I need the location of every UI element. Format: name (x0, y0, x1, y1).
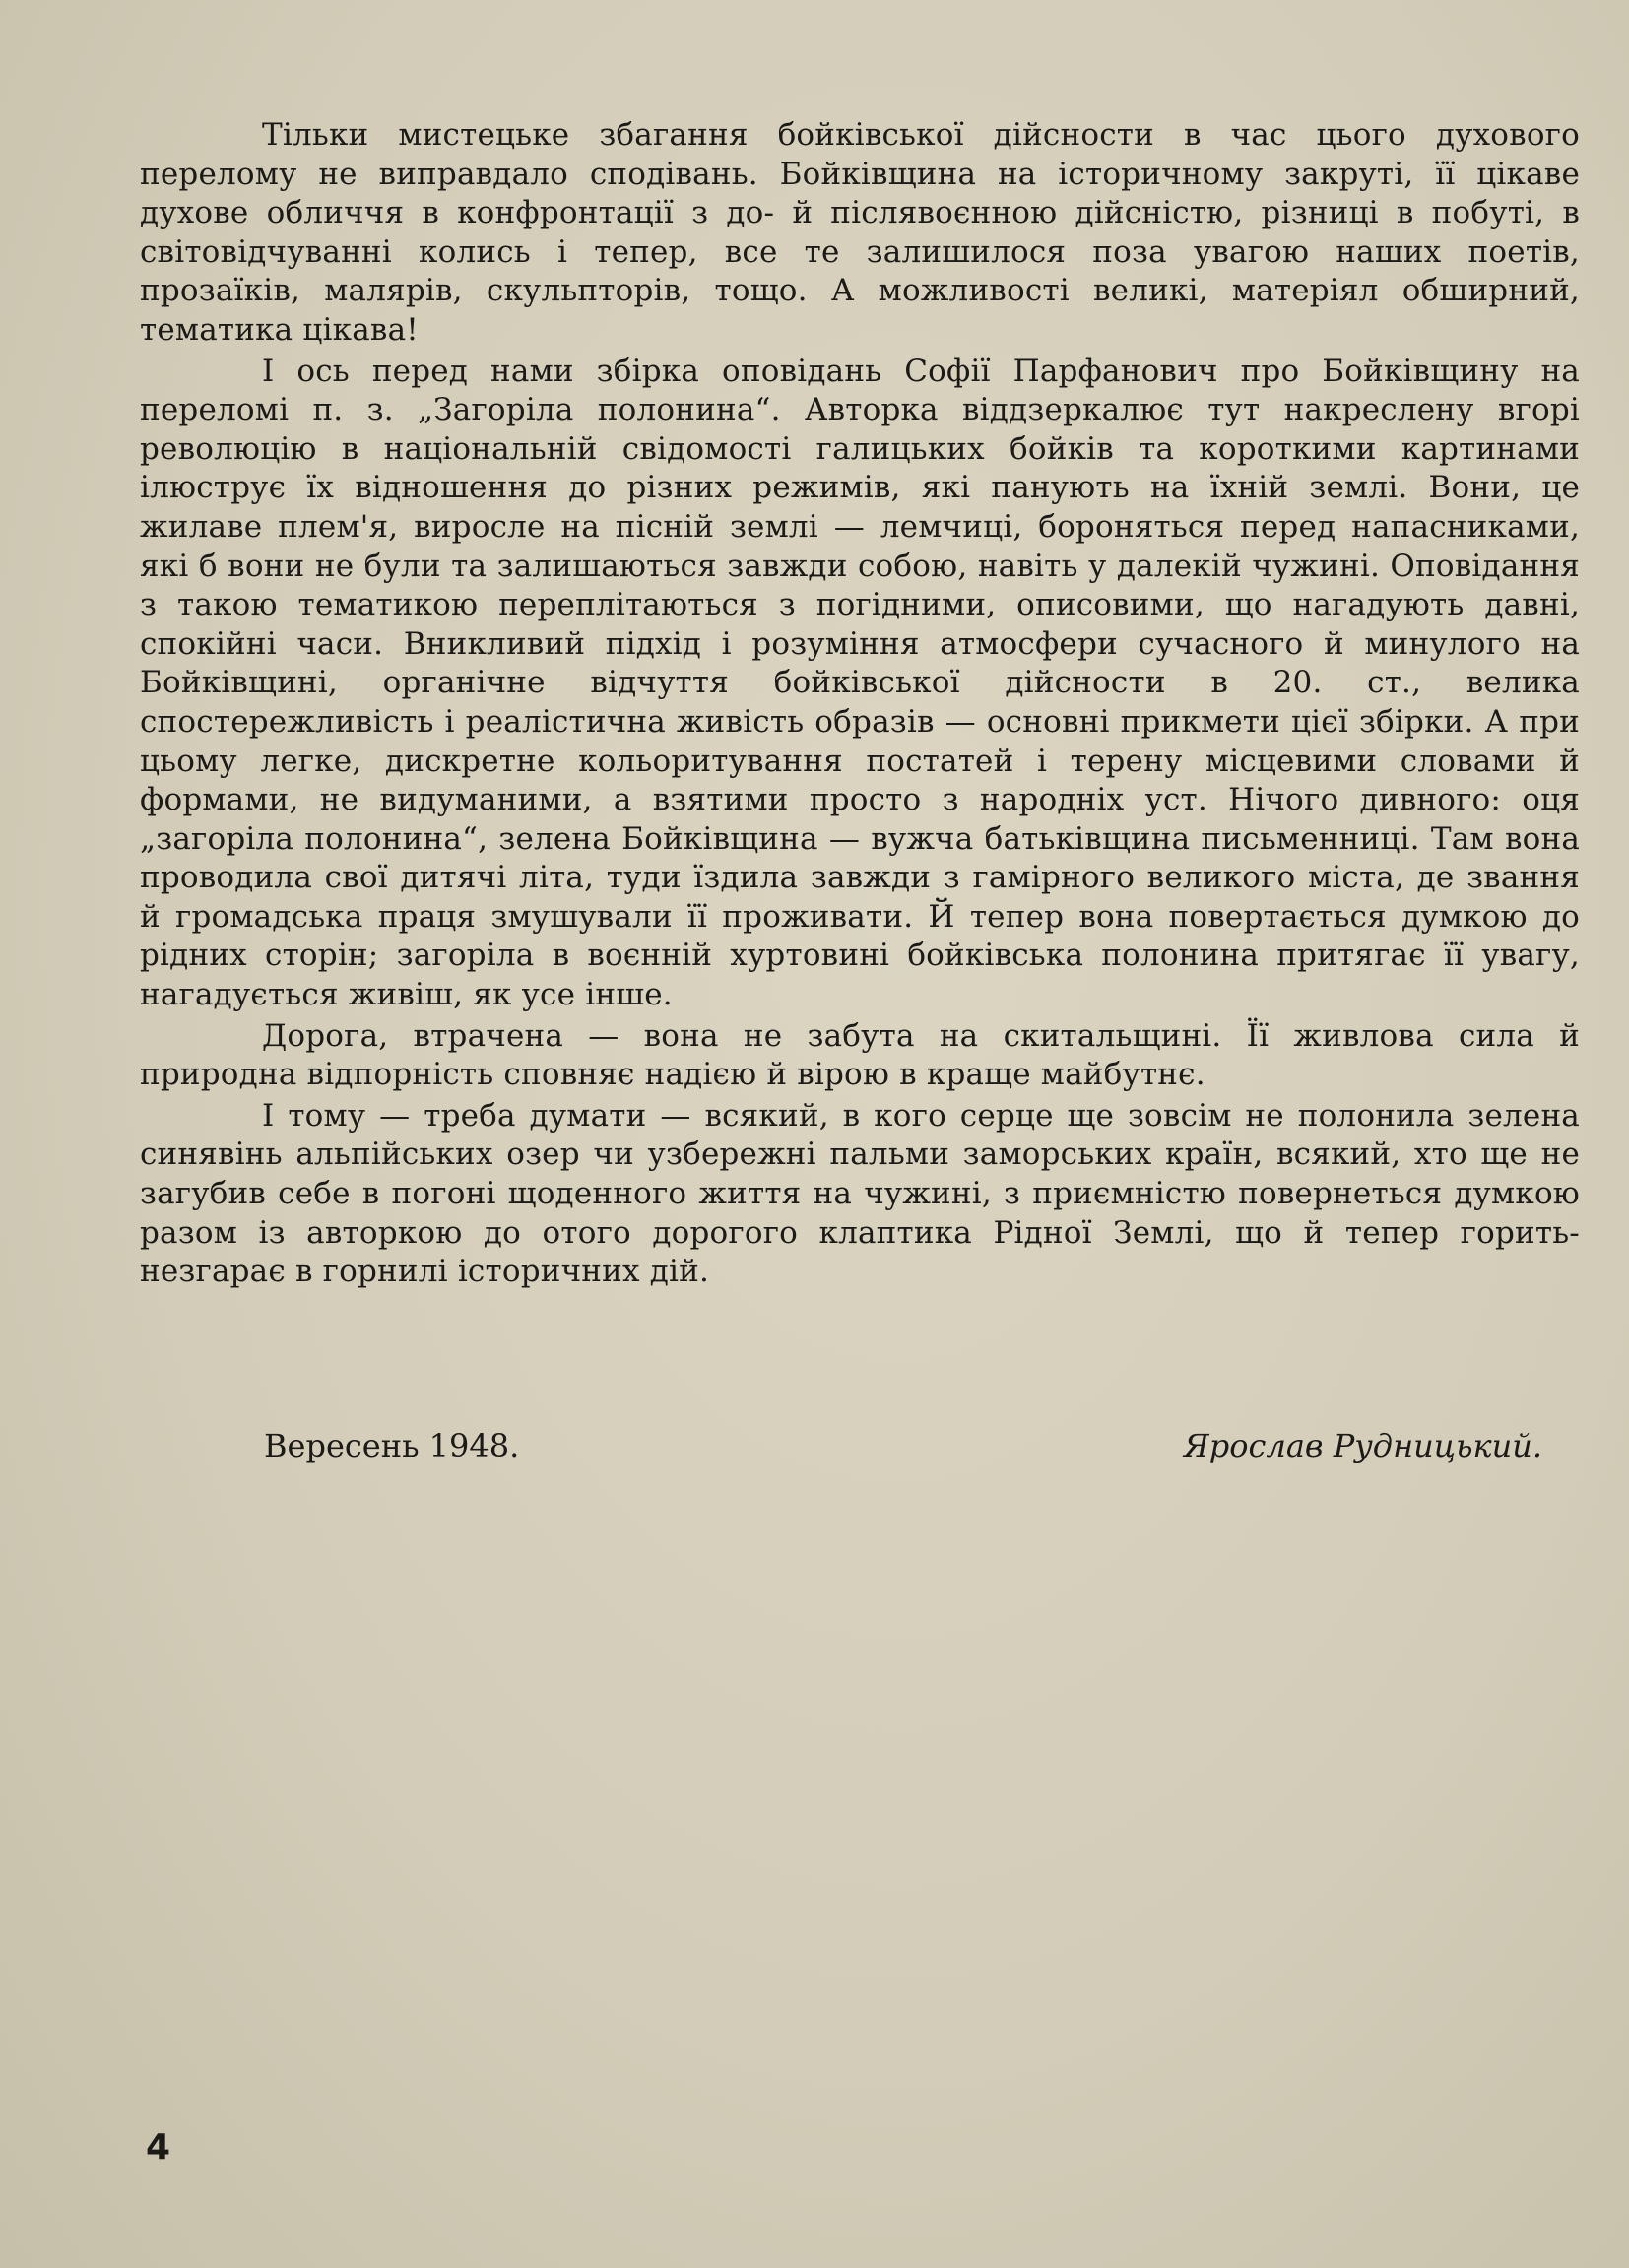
paragraph-1: Тільки мистецьке збагання бойківської дійсности в час цього духового перелому не виправдало сподівань. Бойківщина на історичному закруті, її цікаве духове обличчя в конфронтації з до- й післявоєнною дійсністю, різниці в побуті, в світовідчуванні колись і тепер, все те залишилося поза увагою наших поетів, прозаїків, малярів, скульпторів, тощо. А можливості великі, матеріял обширний, тематика цікава! (140, 117, 1580, 348)
author-signature: Ярослав Рудницький. (1183, 1427, 1542, 1464)
page-number: 4 (146, 2127, 171, 2168)
body-text (140, 116, 1580, 1294)
paragraph-2: І ось перед нами збірка оповідань Софії Парфанович про Бойківщину на переломі п. з. „Загоріла полонина“. Авторка віддзеркалює тут накреслену вгорі революцію в національній свідомості галицьких бойків та короткими картинами ілюструє їх відношення до різних режимів, які панують на їхній землі. Вони, це жилаве плем'я, виросле на пісній землі — лемчиці, бороняться перед напасниками, які б вони не були та залишаються завжди собою, навіть у далекій чужині. Оповідання з такою тематикою переплітаються з погідними, описовими, що нагадують давні, спокійні часи. Вникливий підхід і розуміння атмосфери сучасного й минулого на Бойківщині, органічне відчуття бойківської дійсности в 20. ст., велика спостережливість і реалістична живість образів — основні прикмети цієї збірки. А при цьому легке, дискретне кольоритування постатей і терену місцевими словами й формами, не видуманими, а взятими просто з народніх уст. Нічого дивного: оця „загоріла полонина“, зелена Бойківщина — вужча батьківщина письменниці. Там вона проводила свої дитячі літа, туди їздила завжди з гамірного великого міста, де звання й громадська праця змушували її проживати. Й тепер вона повертається думкою до рідних сторін; загоріла в воєнній хуртовині бойківська полонина притягає її увагу, нагадується живіш, як усе інше. (140, 353, 1580, 1013)
paragraph-4: І тому — треба думати — всякий, в кого серце ще зовсім не полонила зелена синявінь альпійських озер чи узбережні пальми заморських країн, всякий, хто ще не загубив себе в погоні щоденного життя на чужині, з приємністю повернеться думкою разом із авторкою до отого дорогого клаптика Рідної Землі, що й тепер горить-незгарає в горнилі історичних дій. (140, 1097, 1580, 1290)
date-line: Вересень 1948. (264, 1427, 520, 1464)
signature-row (140, 1426, 1580, 1475)
paragraph-3: Дорога, втрачена — вона не забута на скитальщині. Її живлова сила й природна відпорність сповняє надією й вірою в краще майбутнє. (140, 1017, 1580, 1093)
